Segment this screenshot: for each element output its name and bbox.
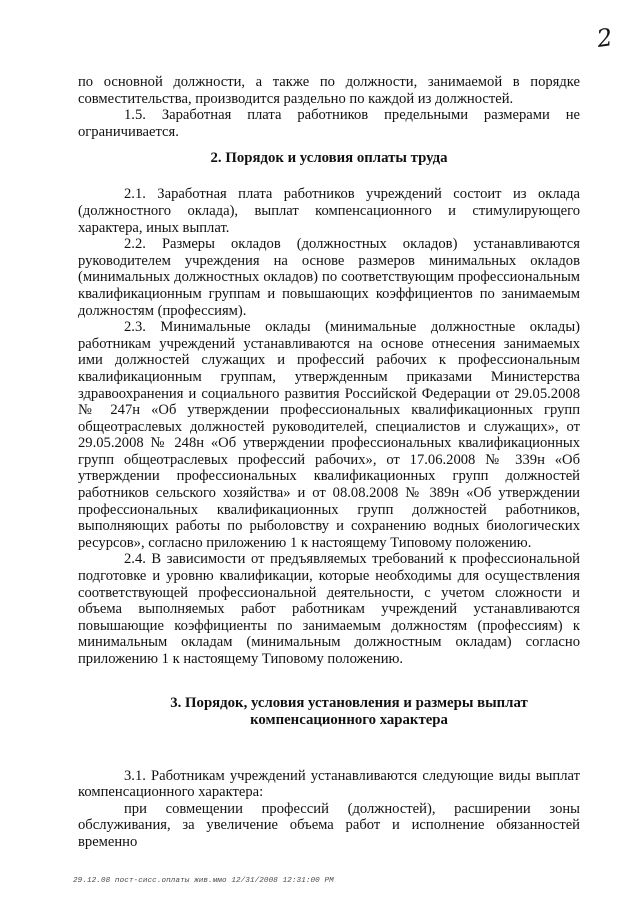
page-number: 2 <box>594 23 614 53</box>
paragraph-2-4: 2.4. В зависимости от предъявляемых требований к профессиональной подготовке и уровню квалификации, которые необходимы для осуществления соответствующей профессиональной деятельности, с учетом сложности и объема выполняемых работ работникам учреждений устанавливаются повышающие коэффициенты по занимаемым должностям (профессиям) к минимальным окладам (минимальным должностным окладам) согласно приложению 1 к настоящему Типовому положению. <box>78 551 580 667</box>
paragraph-2-3: 2.3. Минимальные оклады (минимальные должностные оклады) работникам учреждений устанавливаются на основе отнесения занимаемых ими должностей служащих и профессий рабочих к профессиональным квалификационным группам, утвержденным приказами Министерства здравоохранения и социального развития Российской Федерации от 29.05.2008 № 247н «Об утверждении профессиональных квалификационных групп общеотраслевых должностей руководителей, специалистов и служащих», от 29.05.2008 № 248н «Об утверждении профессиональных квалификационных групп общеотраслевых профессий рабочих», от 17.06.2008 № 339н «Об утверждении профессиональных квалификационных групп должностей работников сельского хозяйства» и от 08.08.2008 № 389н «Об утверждении профессиональных квалификационных групп должностей работников, выполняющих работы по рыболовству и сохранению водных биологических ресурсов», согласно приложению 1 к настоящему Типовому положению. <box>78 319 580 551</box>
paragraph-3-1: 3.1. Работникам учреждений устанавливаются следующие виды выплат компенсационного характера: <box>78 767 580 801</box>
document-body <box>78 74 580 851</box>
footer-file-info: 29.12.08 пост-сисс.оплаты жив.ммо 12/31/2008 12:31:00 PM <box>73 877 334 885</box>
section-3-heading-line1: 3. Порядок, условия установления и размеры выплат <box>170 694 528 711</box>
paragraph-intro: по основной должности, а также по должности, занимаемой в порядке совместительства, производится раздельно по каждой из должностей. <box>78 74 580 107</box>
section-3-heading <box>78 695 580 729</box>
paragraph-2-2: 2.2. Размеры окладов (должностных окладов) устанавливаются руководителем учреждения на основе размеров минимальных окладов (минимальных должностных окладов) по соответствующим профессиональным квалификационным группам и повышающих коэффициентов по занимаемым должностям (профессиям). <box>78 236 580 319</box>
section-3-heading-line2: компенсационного характера <box>250 711 448 728</box>
paragraph-3-1-item: при совмещении профессий (должностей), расширении зоны обслуживания, за увеличение объема работ и исполнение обязанностей временно <box>78 800 580 850</box>
paragraph-2-1: 2.1. Заработная плата работников учреждений состоит из оклада (должностного оклада), выплат компенсационного и стимулирующего характера, иных выплат. <box>78 186 580 236</box>
paragraph-1-5: 1.5. Заработная плата работников предельными размерами не ограничивается. <box>78 107 580 140</box>
section-2-heading: 2. Порядок и условия оплаты труда <box>210 150 448 167</box>
